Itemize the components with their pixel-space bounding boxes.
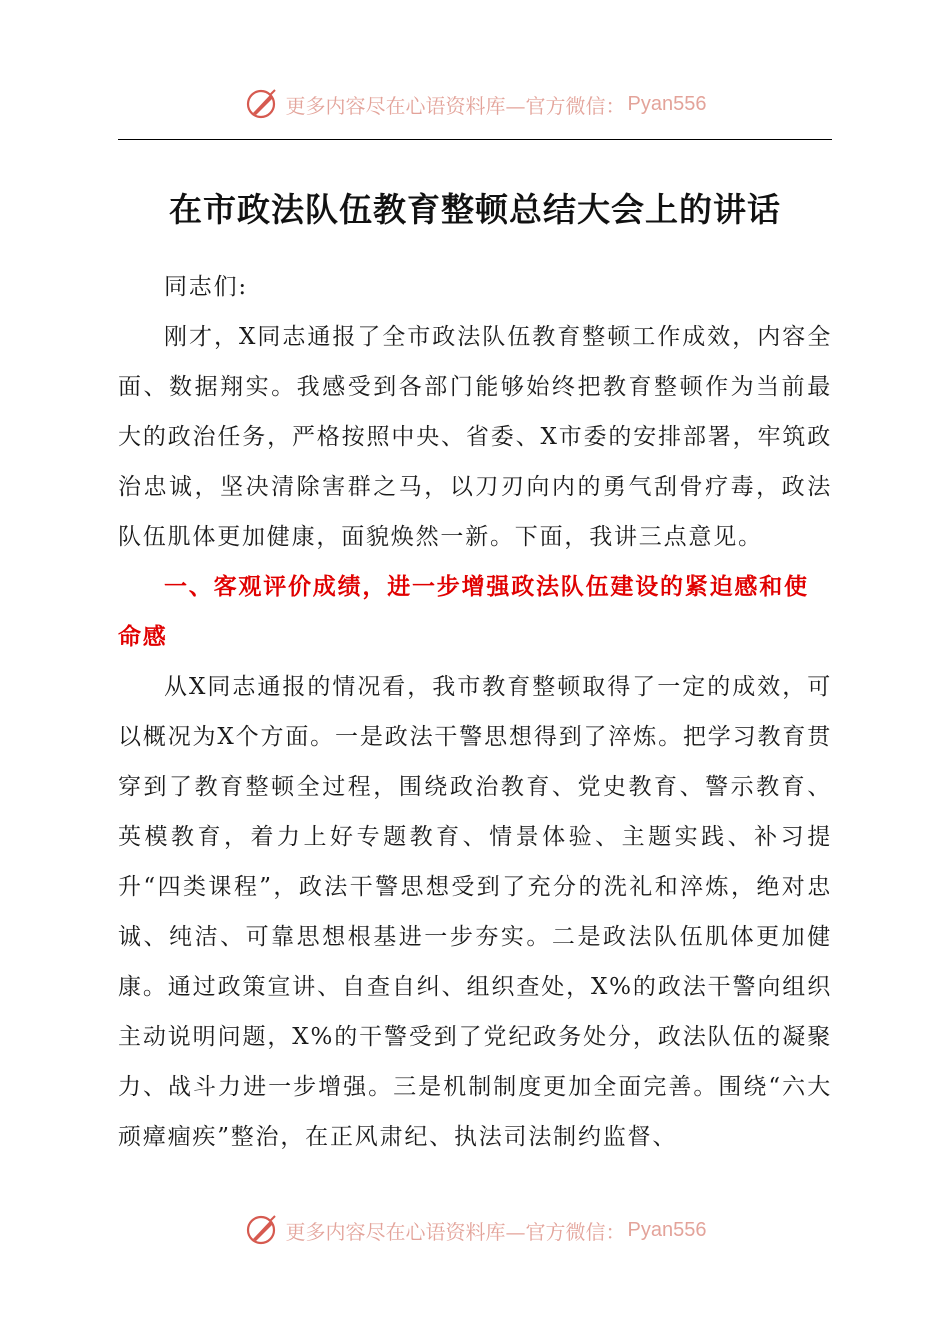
paragraph-1: 刚才，X同志通报了全市政法队伍教育整顿工作成效，内容全面、数据翔实。我感受到各部门能够始终把教育整顿作为当前最大的政治任务，严格按照中央、省委、X市委的安排部署，牢筑政治忠诚，坚决清除害群之马，以刀刃向内的勇气刮骨疗毒，政法队伍肌体更加健康，面貌焕然一新。下面，我讲三点意见。 [118, 324, 832, 550]
watermark-banner-top [0, 82, 950, 126]
watermark-wechat-id: Pyan556 [627, 92, 707, 115]
document-body [118, 262, 832, 1162]
watermark-text: 更多内容尽在心语资料库—官方微信： [285, 93, 626, 118]
document-title: 在市政法队伍教育整顿总结大会上的讲话 [169, 190, 781, 229]
watermark-wechat-id: Pyan556 [627, 1218, 707, 1241]
quill-logo-icon [244, 86, 280, 122]
watermark-banner-bottom [0, 1208, 950, 1252]
header-rule [118, 139, 832, 140]
salutation: 同志们: [164, 274, 248, 300]
paragraph-2: 从X同志通报的情况看，我市教育整顿取得了一定的成效，可以概况为X个方面。一是政法干警思想得到了淬炼。把学习教育贯穿到了教育整顿全过程，围绕政治教育、党史教育、警示教育、英模教育，着力上好专题教育、情景体验、主题实践、补习提升“四类课程”，政法干警思想受到了充分的洗礼和淬炼，绝对忠诚、纯洁、可靠思想根基进一步夯实。二是政法队伍肌体更加健康。通过政策宣讲、自查自纠、组织查处，X%的政法干警向组织主动说明问题，X%的干警受到了党纪政务处分，政法队伍的凝聚力、战斗力进一步增强。三是机制制度更加全面完善。围绕“六大顽瘴痼疾”整治，在正风肃纪、执法司法制约监督、 [118, 674, 832, 1150]
quill-logo-icon [244, 1212, 280, 1248]
watermark-text: 更多内容尽在心语资料库—官方微信： [285, 1219, 626, 1244]
section-heading-1: 一、客观评价成绩，进一步增强政法队伍建设的紧迫感和使命感 [118, 574, 809, 650]
